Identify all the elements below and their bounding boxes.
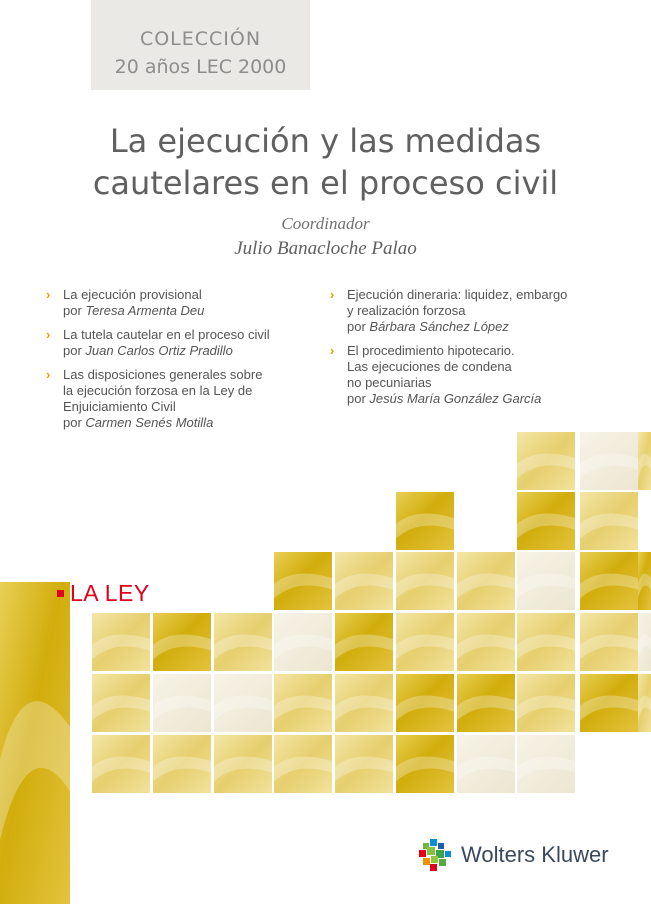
content-title-line: Ejecución dineraria: liquidez, embargo: [347, 287, 568, 302]
content-title-line: no pecuniarias: [347, 375, 432, 390]
chevron-right-icon: ›: [330, 343, 335, 358]
by-word: por: [63, 415, 86, 430]
red-square-icon: [57, 590, 64, 597]
content-title-line: la ejecución forzosa en la Ley de: [63, 383, 253, 398]
content-title-line: Enjuiciamiento Civil: [63, 399, 176, 414]
title-line-2: cautelares en el proceso civil: [92, 164, 559, 202]
author-name: Bárbara Sánchez López: [369, 319, 509, 334]
author-name: Jesús María González García: [369, 391, 542, 406]
wk-logo-text: Wolters Kluwer: [461, 842, 609, 867]
content-title-line: La tutela cautelar en el proceso civil: [63, 327, 270, 342]
content-title-line: La ejecución provisional: [63, 287, 202, 302]
content-title-line: Las disposiciones generales sobre: [63, 367, 263, 382]
chevron-right-icon: ›: [46, 367, 51, 382]
coordinator-label: Coordinador: [281, 214, 370, 233]
content-title-line: El procedimiento hipotecario.: [347, 343, 515, 358]
chevron-right-icon: ›: [46, 287, 51, 302]
author-name: Carmen Senés Motilla: [85, 415, 214, 430]
by-word: por: [63, 343, 86, 358]
content-title-line: y realización forzosa: [347, 303, 466, 318]
by-word: por: [347, 319, 370, 334]
chevron-right-icon: ›: [330, 287, 335, 302]
author-name: Juan Carlos Ortiz Pradillo: [85, 343, 233, 358]
collection-line-2: 20 años LEC 2000: [114, 56, 287, 78]
content-title-line: Las ejecuciones de condena: [347, 359, 512, 374]
publisher-name: LA LEY: [70, 579, 150, 606]
collection-line-1: COLECCIÓN: [139, 28, 262, 50]
wolters-kluwer-brand: [417, 837, 609, 873]
chevron-right-icon: ›: [46, 327, 51, 342]
title-line-1: La ejecución y las medidas: [109, 122, 542, 160]
author-name: Teresa Armenta Deu: [85, 303, 205, 318]
publisher-brand: [57, 578, 150, 608]
coordinator-name: Julio Banacloche Palao: [234, 238, 417, 259]
by-word: por: [63, 303, 86, 318]
by-word: por: [347, 391, 370, 406]
wolters-kluwer-logo-icon: [417, 837, 453, 873]
